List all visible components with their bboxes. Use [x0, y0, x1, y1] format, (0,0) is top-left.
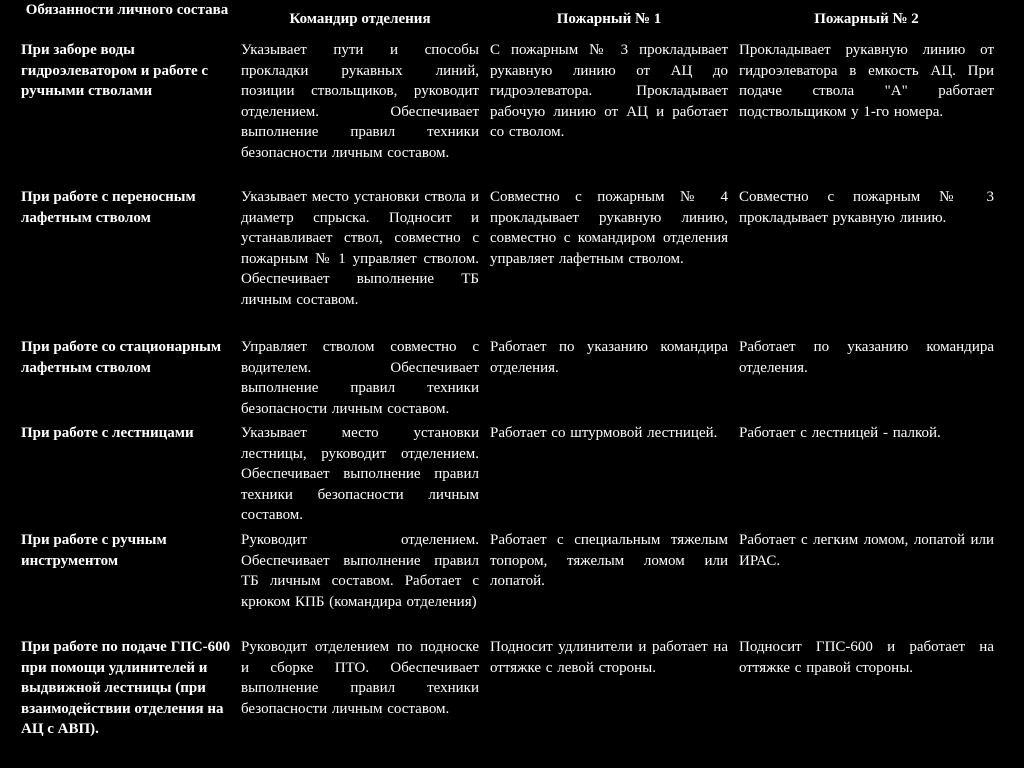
row-commander-portable-monitor: Указывает место установки ствола и диаметр спрыска. Подносит и устанавливает ствол, совместно с пожарным № 1 управляет стволом. Обеспечивает выполнение ТБ личным составом.	[241, 189, 479, 308]
header-firefighter-1: Пожарный № 1	[556, 11, 662, 27]
row-duty-portable-monitor: При работе с переносным лафетным стволом	[21, 189, 196, 226]
row-firefighter1-gps600: Подносит удлинители и работает на оттяжке с левой стороны.	[490, 639, 728, 676]
row-firefighter2-stationary-monitor: Работает по указанию командира отделения.	[739, 339, 994, 376]
row-firefighter2-water-intake: Прокладывает рукавную линию от гидроэлеватора в емкость АЦ. При подаче ствола "А" работает подствольщиком у 1-го номера.	[739, 42, 994, 120]
row-duty-gps600: При работе по подаче ГПС-600 при помощи удлинителей и выдвижной лестницы (при взаимодействии отделения на АЦ с АВП).	[21, 639, 231, 737]
header-duties: Обязанности личного состава	[25, 2, 229, 18]
row-firefighter2-hand-tools: Работает с легким ломом, лопатой или ИРАС.	[739, 532, 994, 569]
row-firefighter1-hand-tools: Работает с специальным тяжелым топором, тяжелым ломом или лопатой.	[490, 532, 728, 589]
row-firefighter2-ladders: Работает с лестницей - палкой.	[739, 425, 941, 441]
row-commander-water-intake: Указывает пути и способы прокладки рукавных линий, позиции ствольщиков, руководит отделением. Обеспечивает выполнение правил техники безопасности личным составом.	[241, 42, 479, 161]
row-firefighter1-portable-monitor: Совместно с пожарным № 4 прокладывает рукавную линию, совместно с командиром отделения управляет лафетным стволом.	[490, 189, 728, 267]
row-commander-hand-tools: Руководит отделением. Обеспечивает выполнение правил ТБ личным составом. Работает с крюком КПБ (командира отделения)	[241, 532, 479, 610]
row-duty-water-intake: При заборе воды гидроэлеватором и работе с ручными стволами	[21, 42, 209, 99]
row-commander-stationary-monitor: Управляет стволом совместно с водителем. Обеспечивает выполнение правил техники безопасности личным составом.	[241, 339, 479, 417]
row-duty-ladders: При работе с лестницами	[21, 425, 194, 441]
row-firefighter1-water-intake: С пожарным № 3 прокладывает рукавную линию от АЦ до гидроэлеватора. Прокладывает рабочую линию от АЦ и работает со стволом.	[490, 42, 728, 140]
header-commander: Командир отделения	[289, 11, 431, 27]
row-firefighter2-portable-monitor: Совместно с пожарным № 3 прокладывает рукавную линию.	[739, 189, 994, 226]
header-firefighter-2: Пожарный № 2	[814, 11, 919, 27]
row-commander-gps600: Руководит отделением по подноске и сборке ПТО. Обеспечивает выполнение правил техники безопасности личным составом.	[241, 639, 479, 717]
row-commander-ladders: Указывает место установки лестницы, руководит отделением. Обеспечивает выполнение правил техники безопасности личным составом.	[241, 425, 479, 523]
row-duty-hand-tools: При работе с ручным инструментом	[21, 532, 167, 569]
row-firefighter2-gps600: Подносит ГПС-600 и работает на оттяжке с правой стороны.	[739, 639, 994, 676]
row-duty-stationary-monitor: При работе со стационарным лафетным стволом	[21, 339, 222, 376]
row-firefighter1-stationary-monitor: Работает по указанию командира отделения.	[490, 339, 728, 376]
row-firefighter1-ladders: Работает со штурмовой лестницей.	[490, 425, 718, 441]
